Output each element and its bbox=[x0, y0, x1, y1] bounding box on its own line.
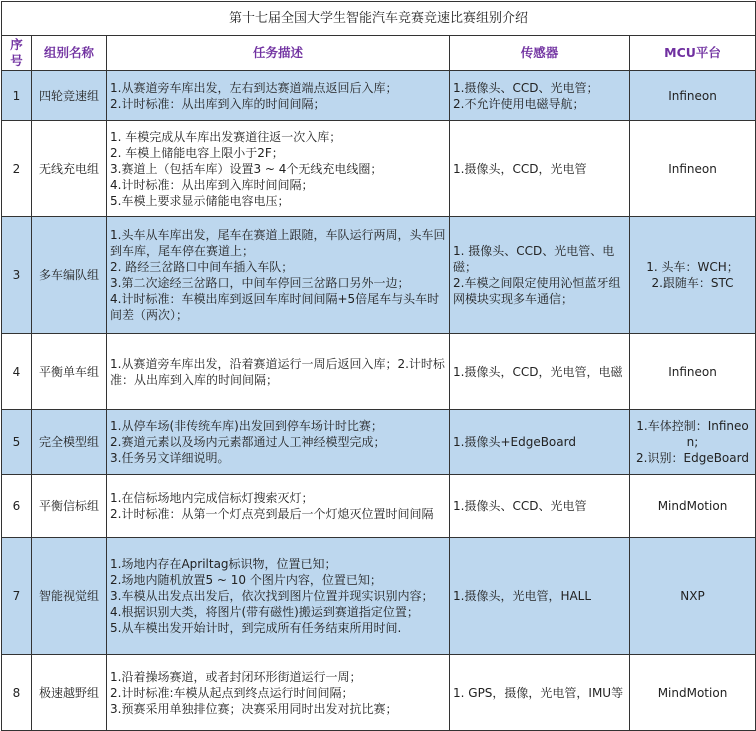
sensor-line: 1.摄像头、CCD、光电管 bbox=[453, 499, 587, 513]
sensor-line: 1.摄像头，光电管，HALL bbox=[453, 589, 592, 603]
task-line: 2.计时标准：从出库到入库的时间间隔； bbox=[110, 96, 326, 111]
group-name: 多车编队组 bbox=[32, 217, 107, 334]
task-description bbox=[107, 410, 450, 475]
task-line: 2. 路经三岔路口中间车插入车队； bbox=[110, 260, 294, 274]
task-line: 3.第二次途经三岔路口，中间车停回三岔路口另外一边； bbox=[110, 276, 410, 290]
task-description bbox=[107, 475, 450, 538]
table-row bbox=[2, 334, 756, 410]
sensor-line: 2.不允许使用电磁导航； bbox=[453, 96, 585, 111]
task-description bbox=[107, 217, 450, 334]
row-number: 1 bbox=[2, 71, 32, 121]
sensor-list bbox=[450, 538, 630, 655]
task-line: 1.从停车场(非传统车库)出发回到停车场计时比赛； bbox=[110, 419, 383, 433]
mcu-line: NXP bbox=[680, 589, 705, 603]
group-name: 无线充电组 bbox=[32, 121, 107, 217]
sensor-line: 1. GPS，摄像，光电管，IMU等 bbox=[453, 685, 624, 700]
task-line: 2.计时标准:车模从起点到终点运行时间间隔； bbox=[110, 685, 354, 700]
table-title: 第十七届全国大学生智能汽车竞赛竞速比赛组别介绍 bbox=[2, 2, 756, 36]
row-number: 7 bbox=[2, 538, 32, 655]
group-name: 四轮竞速组 bbox=[32, 71, 107, 121]
table-row bbox=[2, 410, 756, 475]
row-number: 5 bbox=[2, 410, 32, 475]
mcu-line: Infineon bbox=[668, 161, 717, 176]
sensor-line: 1. 摄像头、CCD、光电管、电磁； bbox=[453, 244, 615, 274]
group-name: 极速越野组 bbox=[32, 655, 107, 731]
header-name: 组别名称 bbox=[32, 36, 107, 71]
task-description bbox=[107, 71, 450, 121]
mcu-platform bbox=[630, 217, 756, 334]
row-number: 3 bbox=[2, 217, 32, 334]
task-line: 5.车模上要求显示储能电容电压； bbox=[110, 193, 290, 208]
table-row bbox=[2, 538, 756, 655]
group-name: 平衡信标组 bbox=[32, 475, 107, 538]
sensor-line: 1.摄像头、CCD、光电管； bbox=[453, 80, 599, 95]
task-line: 4.计时标准：从出库到入库时间间隔； bbox=[110, 177, 314, 192]
task-line: 1.在信标场地内完成信标灯搜索灭灯； bbox=[110, 491, 314, 505]
sensor-list bbox=[450, 655, 630, 731]
mcu-line: 1. 头车：WCH； bbox=[646, 260, 739, 274]
mcu-platform bbox=[630, 71, 756, 121]
sensor-list bbox=[450, 334, 630, 410]
task-description bbox=[107, 655, 450, 731]
sensor-list bbox=[450, 475, 630, 538]
task-line: 2.场地内随机放置5 ~ 10 个图片内容，位置已知； bbox=[110, 573, 382, 587]
row-number: 6 bbox=[2, 475, 32, 538]
row-number: 2 bbox=[2, 121, 32, 217]
mcu-platform bbox=[630, 475, 756, 538]
mcu-line: 2.跟随车：STC bbox=[651, 276, 734, 290]
mcu-platform bbox=[630, 410, 756, 475]
task-line: 4.计时标准：车模出库到返回车库时间间隔+5倍尾车与头车时间差（两次）； bbox=[110, 292, 440, 322]
task-line: 1.头车从车库出发，尾车在赛道上跟随，车队运行两周，头车回到车库，尾车停在赛道上； bbox=[110, 228, 446, 258]
table-row bbox=[2, 217, 756, 334]
sensor-list bbox=[450, 410, 630, 475]
sensor-line: 1.摄像头，CCD，光电管 bbox=[453, 161, 587, 176]
task-description bbox=[107, 121, 450, 217]
task-line: 1.从赛道旁车库出发，左右到达赛道端点返回后入库； bbox=[110, 80, 398, 95]
group-name: 平衡单车组 bbox=[32, 334, 107, 410]
sensor-list bbox=[450, 217, 630, 334]
sensor-line: 1.摄像头+EdgeBoard bbox=[453, 435, 576, 449]
task-description bbox=[107, 334, 450, 410]
task-line: 5.从车模出发开始计时，到完成所有任务结束所用时间. bbox=[110, 621, 402, 635]
mcu-line: Infineon bbox=[668, 88, 717, 103]
competition-table bbox=[1, 1, 756, 731]
mcu-platform bbox=[630, 334, 756, 410]
row-number: 4 bbox=[2, 334, 32, 410]
sensor-list bbox=[450, 121, 630, 217]
table-row bbox=[2, 475, 756, 538]
sensor-line: 1.摄像头，CCD，光电管，电磁 bbox=[453, 364, 623, 379]
task-line: 3.赛道上（包括车库）设置3 ~ 4个无线充电线圈； bbox=[110, 161, 383, 176]
group-name: 完全模型组 bbox=[32, 410, 107, 475]
mcu-platform bbox=[630, 538, 756, 655]
row-number: 8 bbox=[2, 655, 32, 731]
task-line: 2.计时标准：从第一个灯点亮到最后一个灯熄灭位置时间间隔 bbox=[110, 507, 434, 521]
table-row bbox=[2, 121, 756, 217]
header-desc: 任务描述 bbox=[107, 36, 450, 71]
mcu-line: 2.识别：EdgeBoard bbox=[636, 451, 749, 465]
task-line: 3.任务另文详细说明。 bbox=[110, 451, 230, 465]
table-row bbox=[2, 71, 756, 121]
task-line: 1.沿着操场赛道，或者封闭环形街道运行一周； bbox=[110, 669, 362, 684]
sensor-line: 2.车模之间限定使用沁恒蓝牙组网模块实现多车通信； bbox=[453, 276, 621, 306]
task-line: 2.赛道元素以及场内元素都通过人工神经模型完成； bbox=[110, 435, 386, 449]
mcu-line: Infineon bbox=[668, 364, 717, 379]
task-line: 2. 车模上储能电容上限小于2F； bbox=[110, 145, 284, 160]
task-description bbox=[107, 538, 450, 655]
header-mcu: MCU平台 bbox=[630, 36, 756, 71]
task-line: 1. 车模完成从车库出发赛道往返一次入库； bbox=[110, 129, 342, 144]
task-line: 3.车模从出发点出发后，依次找到图片位置并现实识别内容； bbox=[110, 589, 434, 603]
task-line: 4.根据识别大类，将图片(带有磁性)搬运到赛道指定位置； bbox=[110, 605, 419, 619]
task-line: 3.预赛采用单独排位赛；决赛采用同时出发对抗比赛； bbox=[110, 701, 398, 716]
sensor-list bbox=[450, 71, 630, 121]
header-sensor: 传感器 bbox=[450, 36, 630, 71]
mcu-platform bbox=[630, 121, 756, 217]
mcu-platform bbox=[630, 655, 756, 731]
header-row bbox=[2, 36, 756, 71]
mcu-line: MindMotion bbox=[657, 499, 728, 513]
task-line: 1.场地内存在Apriltag标识物，位置已知； bbox=[110, 557, 337, 571]
task-line: 1.从赛道旁车库出发，沿着赛道运行一周后返回入库；2.计时标准：从出库到入库的时间间隔； bbox=[110, 356, 445, 387]
table-body bbox=[2, 71, 756, 731]
header-num: 序号 bbox=[2, 36, 32, 71]
mcu-line: MindMotion bbox=[657, 685, 728, 700]
mcu-line: 1.车体控制：Infineon; bbox=[636, 419, 749, 449]
group-name: 智能视觉组 bbox=[32, 538, 107, 655]
table-row bbox=[2, 655, 756, 731]
